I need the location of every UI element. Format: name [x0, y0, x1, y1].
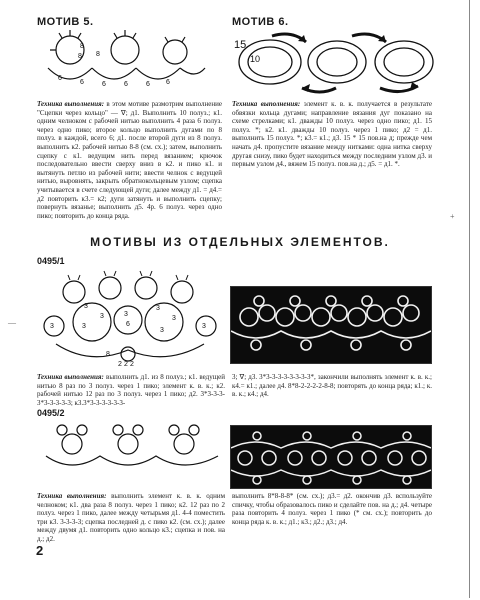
model2-diagram	[42, 422, 222, 482]
m1-label: 2	[124, 361, 128, 368]
motif5-diagram	[40, 28, 210, 96]
m5-label: 8	[80, 43, 84, 50]
model1-description-right	[232, 373, 432, 399]
m5-label: 6	[80, 79, 84, 86]
m1-label: 3	[124, 311, 128, 318]
motif5-text: в этом мотиве размотрим выполнение "Сцепки через кольцо" — ∇; д1. Выполнить 10 полуз.; к1. одним челноком с рабочей нитью выполнить 4 раза 6 полуз. через одно пико; второе кольцо выполнить дугами по 8 полуз. в каждой, всего 6; д1. после второй дуги из 8 полуз. выполнить к2. рабочей нитью 8-8 (см. сх.); затем, выполнить сцепку с к1. ведущим нить перед вязанием; крючок последовательно ввести сверху вниз в к2. и пико к1. и вытянуть петлю из рабочей нити; ввести челнок с ведущей нитью, выровнять, закрыть обратнокольцевым узлом; сцепка учитывается в счете следующей дуги; далее между д1. = д4.= д2 повторить к3.= к2; дуги затянуть и выполнить сцепку; повернуть вязанье; выполнить д5. 4р. 6 полуз. через одно пико; повторить до конца ряда.	[37, 100, 222, 220]
m6-label: 10	[250, 54, 261, 64]
model1-description-left	[37, 373, 225, 407]
motif6-description	[232, 100, 432, 169]
motif6-lead: Техника выполнения:	[232, 100, 301, 108]
model2-number: 0495/2	[37, 408, 65, 418]
m1-label: 2	[118, 361, 122, 368]
lace-photo-2	[230, 425, 432, 489]
section-heading: МОТИВЫ ИЗ ОТДЕЛЬНЫХ ЭЛЕМЕНТОВ.	[90, 235, 390, 249]
model1-diagram	[40, 270, 225, 370]
model1-number: 0495/1	[37, 256, 65, 266]
lace-photo-1	[230, 286, 432, 364]
model1-text-right: 3; ∇; д3. 3*3-3-3-3-3-3-3-3*, закончили выполнять элемент к. в. к.; к4.= к1.; далее д4. 8*8-2-2-2-2-8-8; повторять до конца ряда; к1.; к. в. к.; к4.; д4.	[232, 373, 432, 399]
m5-label: 6	[124, 81, 128, 88]
motif6-text: элемент к. в. к. получается в результате обвязки кольца дугами; направление вязания дуг показано на схеме стрелками; к1. дважды 10 полуз. через одно пико; д1. 15 полуз. *; к2. к1. дважды 10 полуз. через 1 пико; д2 = д1. выполнить 15 полуз. *; к3.= к1.; д3. 15 * 15 пов.на д; прежде чем начать д4. пропустите вязание между нитками: одна нитка сверху другая снизу, пико будет находиться между последним узлом д3. и первым узлом д4., вяжем 15 полуз. пов.на д.; д5. = д1. *.	[232, 100, 432, 169]
motif6-title: МОТИВ 6.	[232, 16, 289, 28]
motif5-title: МОТИВ 5.	[37, 16, 94, 28]
m1-label: 2	[130, 361, 134, 368]
m5-label: 8	[78, 53, 82, 60]
m1-label: 3	[82, 323, 86, 330]
model2-description-left	[37, 492, 225, 544]
m1-label: 3	[84, 303, 88, 310]
model1-text-left: выполнить д1. из 8 полуз.; к1. ведущей нитью 8 раз по 3 полуз. через 1 пико; элемент к. в. к.; к2. рабочей нитью 12 раз по 3 полуз. через 1 пико; д2. 3*3-3-3-3*3-3-3-3-3; к3.3*3-3-3-3-3-3-	[37, 373, 225, 407]
motif5-description	[37, 100, 222, 220]
m1-label: 3	[172, 315, 176, 322]
model2-description-right	[232, 492, 432, 526]
m5-label: 6	[166, 79, 170, 86]
model2-text-left: выполнить элемент к. в. к. одним челноком; к1. два раза 8 полуз. через 1 пико; к2. 12 раз по 2 полуз. через 1 пико, далее между четырьмя д1. 4-4 поместить три к3. 3-3-3-3; сцепка последней д. с пико к2. (см. сх.); далее между двумя д1. повторить одно кольцо к3.; сцепка и пов. на д.; д2.	[37, 492, 225, 543]
model1-lead: Техника выполнения:	[37, 373, 104, 381]
motif5-lead: Техника выполнения:	[37, 100, 105, 108]
m5-label: 8	[96, 51, 100, 58]
margin-mark: +	[450, 212, 455, 221]
page-number: 2	[36, 543, 44, 558]
m6-label: 15	[234, 39, 247, 51]
model2-lead: Техника выполнения:	[37, 492, 107, 500]
m1-label: 3	[100, 313, 104, 320]
m1-label: 6	[126, 321, 130, 328]
model2-text-right: выполнить 8*8-8-8* (см. сх.); д3.= д2. окончив д3. вспользуйте спичку, чтобы образовалось пико и сделайте пов. на д.; д4. четыре раза повторить 4 полуз. через 1 пико (* см. сх.); повторить до конца ряда к. в. к.; д1.; к3.; д2.; д3.; д4.	[232, 492, 432, 526]
m5-label: 6	[146, 81, 150, 88]
motif6-diagram	[232, 28, 442, 98]
m5-label: 6	[102, 81, 106, 88]
m1-label: 3	[202, 323, 206, 330]
m1-label: 3	[160, 327, 164, 334]
m1-label: 3	[156, 305, 160, 312]
m1-label: 3	[50, 323, 54, 330]
m5-label: 6	[58, 75, 62, 82]
margin-mark: —	[8, 318, 16, 327]
m1-label: 8	[106, 351, 110, 358]
